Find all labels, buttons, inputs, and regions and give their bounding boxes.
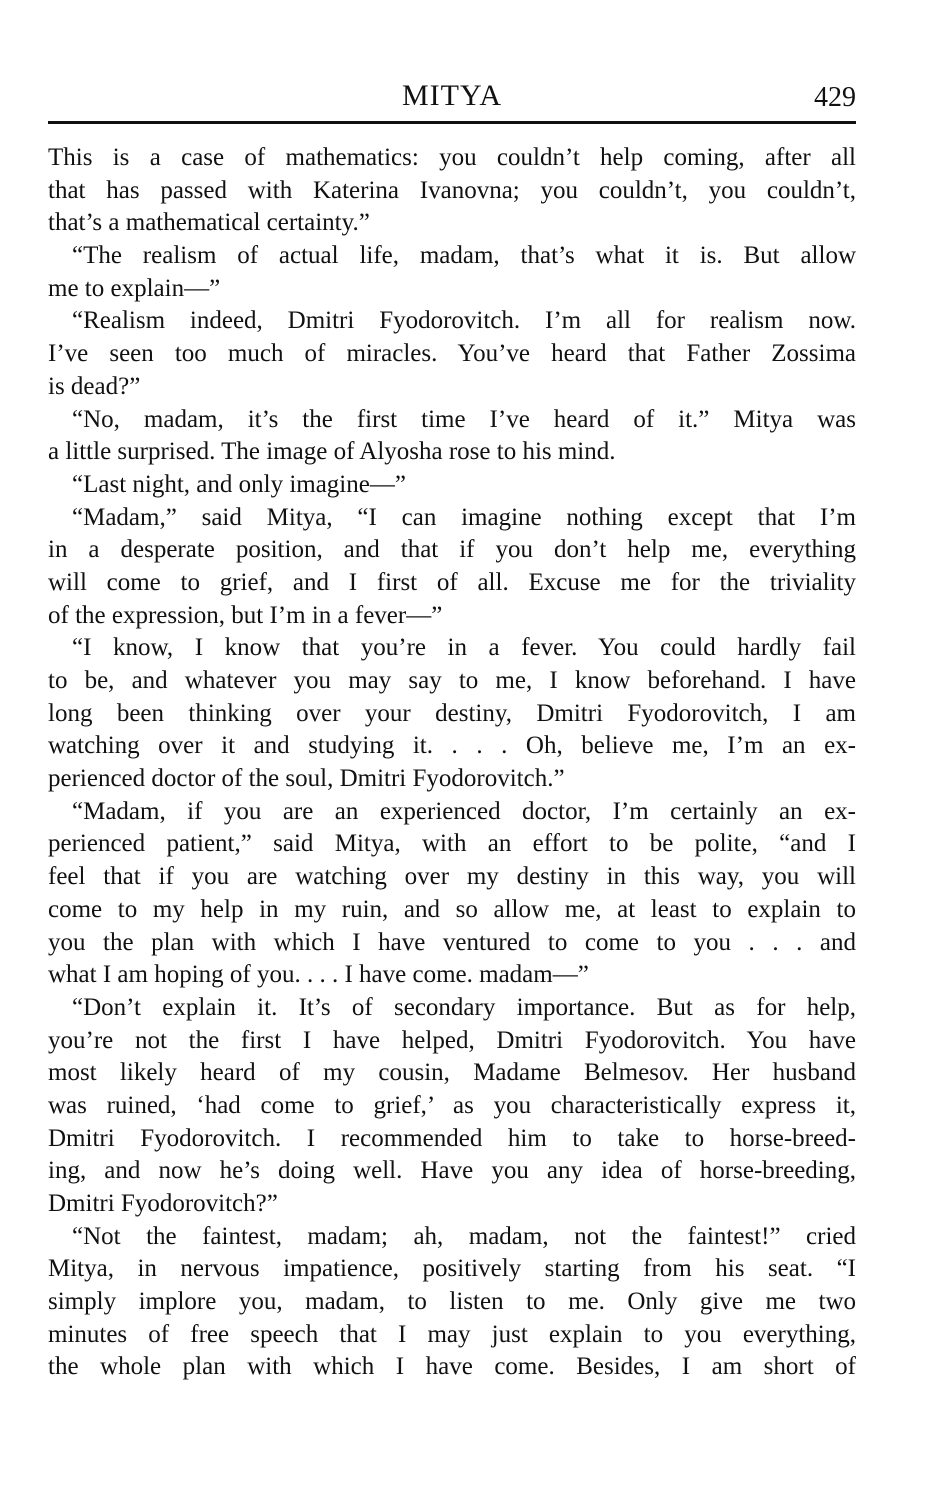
running-head [48, 78, 856, 118]
text-line: to be, and whatever you may say to me, I know beforehand. I have [48, 667, 856, 694]
text-line: Dmitri Fyodorovitch?” [48, 1190, 278, 1217]
text-line: “Last night, and only imagine—” [72, 470, 406, 498]
text-line: I’ve seen too much of miracles. You’ve heard that Father Zossima [48, 340, 856, 368]
text-line: was ruined, ‘had come to grief,’ as you characteristically express it, [48, 1091, 856, 1119]
text-line: “I know, I know that you’re in a fever. You could hardly fail [72, 634, 856, 662]
text-line: “Not the faintest, madam; ah, madam, not the faintest!” cried [72, 1222, 856, 1250]
text-line: in a desperate position, and that if you don’t help me, everything [48, 536, 856, 564]
text-line: perienced doctor of the soul, Dmitri Fyodorovitch.” [48, 765, 565, 793]
text-line: you the plan with which I have ventured to come to you . . . and [48, 928, 856, 956]
text-line: watching over it and studying it. . . . Oh, believe me, I’m an ex- [48, 732, 856, 760]
text-line: perienced patient,” said Mitya, with an effort to be polite, “and I [48, 830, 856, 858]
chapter-title: MITYA [402, 79, 502, 112]
text-line: This is a case of mathematics: you couldn’t help coming, after all [48, 144, 856, 171]
text-line: “No, madam, it’s the first time I’ve heard of it.” Mitya was [72, 405, 856, 433]
text-line: of the expression, but I’m in a fever—” [48, 601, 443, 629]
text-line: what I am hoping of you. . . . I have come. madam—” [48, 961, 589, 989]
text-line: come to my help in my ruin, and so allow me, at least to explain to [48, 895, 856, 923]
page-number: 429 [814, 82, 856, 113]
text-line: ing, and now he’s doing well. Have you any idea of horse-breeding, [48, 1157, 856, 1185]
header-rule [48, 121, 856, 124]
text-line: Dmitri Fyodorovitch. I recommended him to take to horse-breed- [48, 1124, 856, 1152]
text-line: “The realism of actual life, madam, that’s what it is. But allow [72, 242, 856, 270]
text-line: Mitya, in nervous impatience, positively starting from his seat. “I [48, 1255, 856, 1283]
text-line: you’re not the first I have helped, Dmitri Fyodorovitch. You have [48, 1026, 856, 1054]
body-text [48, 142, 856, 1384]
text-line: that has passed with Katerina Ivanovna; you couldn’t, you couldn’t, [48, 176, 856, 204]
text-line: “Realism indeed, Dmitri Fyodorovitch. I’m all for realism now. [72, 307, 856, 335]
text-line: minutes of free speech that I may just explain to you everything, [48, 1320, 856, 1348]
text-line: a little surprised. The image of Alyosha rose to his mind. [48, 438, 616, 466]
text-line: “Madam,” said Mitya, “I can imagine nothing except that I’m [72, 503, 856, 531]
text-line: long been thinking over your destiny, Dmitri Fyodorovitch, I am [48, 699, 856, 727]
text-line: most likely heard of my cousin, Madame Belmesov. Her husband [48, 1059, 856, 1087]
text-line: “Don’t explain it. It’s of secondary importance. But as for help, [72, 993, 856, 1021]
text-line: that’s a mathematical certainty.” [48, 209, 370, 237]
text-line: feel that if you are watching over my destiny in this way, you will [48, 863, 856, 891]
text-line: me to explain—” [48, 274, 221, 302]
text-line: the whole plan with which I have come. Besides, I am short of [48, 1353, 856, 1381]
text-line: will come to grief, and I first of all. Excuse me for the triviality [48, 568, 856, 596]
text-line: is dead?” [48, 372, 141, 400]
text-line: simply implore you, madam, to listen to me. Only give me two [48, 1288, 856, 1316]
text-line: “Madam, if you are an experienced doctor, I’m certainly an ex- [72, 797, 856, 825]
